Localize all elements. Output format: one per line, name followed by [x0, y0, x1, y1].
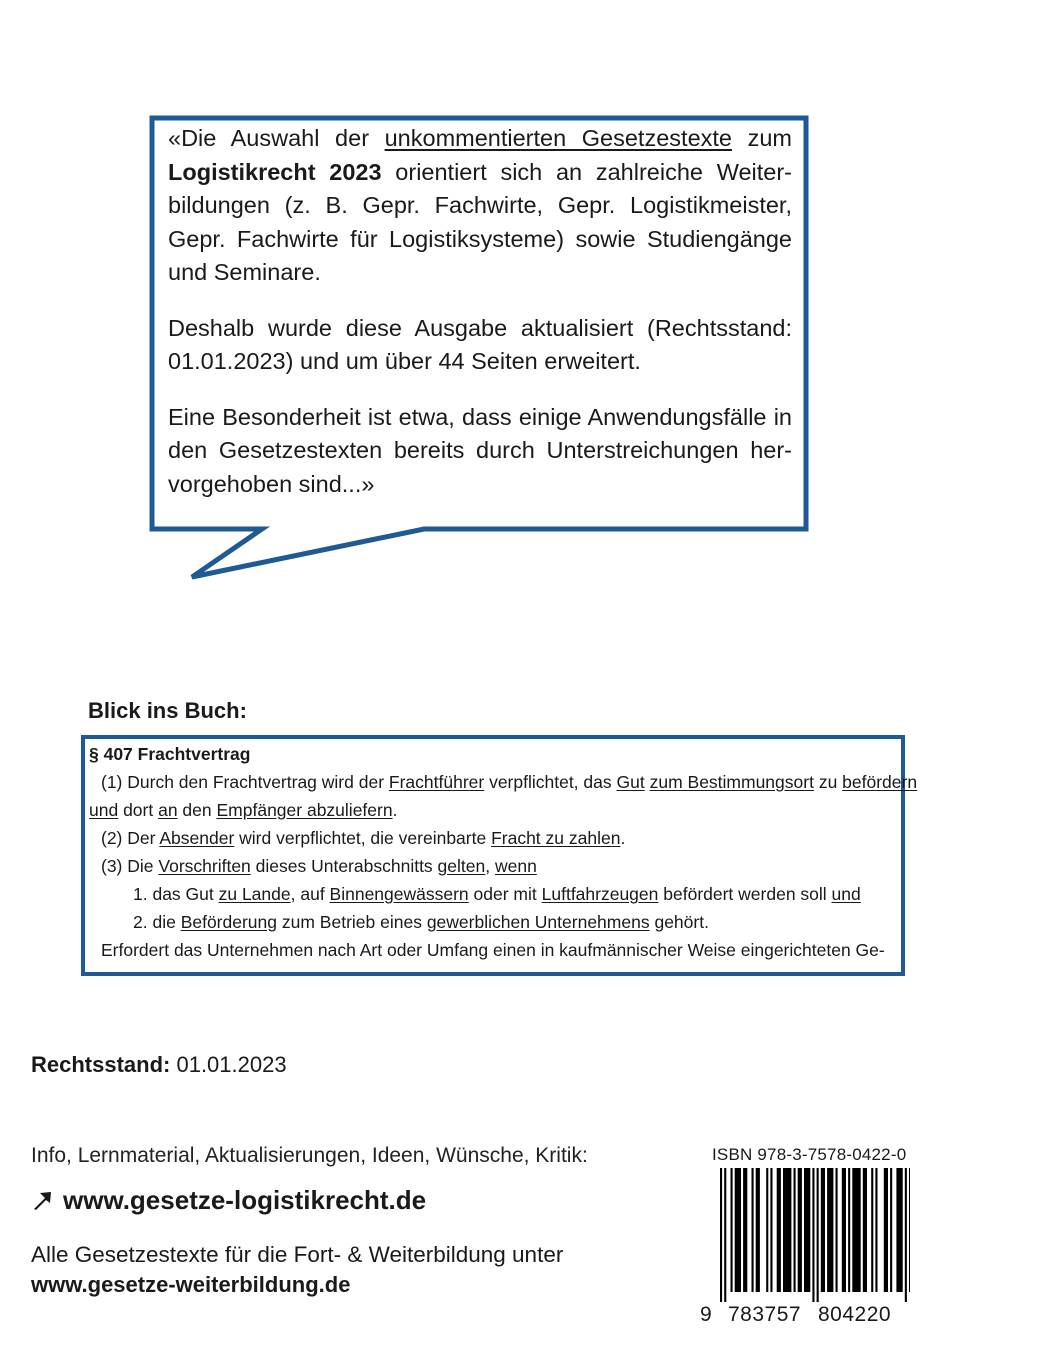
barcode-bar	[852, 1168, 860, 1292]
info-line: Info, Lernmaterial, Aktualisierungen, Ideen, Wünsche, Kritik:	[31, 1144, 588, 1167]
website-link-logistikrecht[interactable]	[31, 1185, 426, 1216]
barcode-bar	[812, 1168, 814, 1302]
barcode-bar	[756, 1168, 760, 1292]
barcode-digits-left: 783757	[728, 1303, 802, 1326]
bubble-p1-rest: orientiert sich an zahlreiche Weiterbildungen (z. B. Gepr. Fachwirte, Gepr. Logistikmeister, Gepr. Fachwirte für Logistiksysteme) sowie Studiengänge und Seminare.	[168, 158, 792, 285]
bubble-quote	[168, 122, 792, 523]
website-link-weiterbildung[interactable]: www.gesetze-weiterbildung.de	[31, 1272, 351, 1297]
alle-gesetzestexte-line: Alle Gesetzestexte für die Fort- & Weiterbildung unter	[31, 1242, 564, 1267]
barcode-icon	[700, 1168, 910, 1302]
excerpt-line-2: und dort an den Empfänger abzuliefern.	[89, 800, 398, 820]
barcode-bar	[720, 1168, 722, 1302]
barcode-bar	[731, 1168, 733, 1292]
barcode-bar	[842, 1168, 846, 1292]
barcode-bar	[794, 1168, 796, 1292]
barcode-digits-right: 804220	[818, 1303, 892, 1326]
barcode-bar	[821, 1168, 825, 1292]
bubble-p1-mid: zum	[731, 125, 792, 151]
excerpt-line-3: (2) Der Absender wird verpflichtet, die vereinbarte Fracht zu zahlen.	[101, 828, 626, 848]
barcode-bar	[798, 1168, 802, 1292]
barcode-bar	[724, 1168, 726, 1302]
blick-ins-buch-heading: Blick ins Buch:	[88, 698, 247, 723]
excerpt-line-1: (1) Durch den Frachtvertrag wird der Frachtführer verpflichtet, das Gut zum Bestimmungsort zu befördern	[101, 772, 918, 792]
barcode-bar	[735, 1168, 741, 1292]
bubble-paragraph-1	[168, 122, 792, 290]
barcode-bar	[836, 1168, 838, 1292]
bubble-p1-underlined: unkommentierten Gesetzestexte	[384, 125, 732, 151]
excerpt-line-7: Erfordert das Unternehmen nach Art oder Umfang einen in kaufmännischer Weise eingerichteten Ge-	[101, 940, 885, 960]
barcode-bar	[783, 1168, 791, 1292]
barcode-bar	[827, 1168, 833, 1292]
bubble-p1-start: «Die Auswahl der	[168, 125, 385, 151]
excerpt-title: § 407 Frachtvertrag	[89, 744, 251, 764]
barcode-bar	[848, 1168, 850, 1292]
barcode-bar	[743, 1168, 747, 1292]
bubble-p1-bold: Logistikrecht 2023	[168, 158, 382, 185]
barcode-bar	[752, 1168, 754, 1292]
rechtsstand-value: 01.01.2023	[170, 1052, 287, 1077]
barcode-bar	[804, 1168, 810, 1292]
barcode-bar	[817, 1168, 819, 1302]
rechtsstand-line	[31, 1052, 287, 1078]
book-excerpt-box	[81, 735, 918, 976]
rechtsstand-label: Rechtsstand:	[31, 1052, 171, 1077]
barcode-bar	[863, 1168, 867, 1292]
barcode-bar	[884, 1168, 888, 1292]
bubble-paragraph-3: Eine Besonderheit ist etwa, dass einige Anwendungsfälle in den Gesetzestexten bereits durch Unterstreichungen hervorgehoben sind...»	[168, 403, 792, 497]
barcode-bar	[777, 1168, 781, 1292]
bubble-paragraph-2: Deshalb wurde diese Ausgabe aktualisiert (Rechtsstand: 01.01.2023) und um über 44 Seiten erweitert.	[168, 314, 792, 374]
barcode-bar	[905, 1168, 907, 1302]
excerpt-line-5: 1. das Gut zu Lande, auf Binnengewässern oder mit Luftfahrzeugen befördert werden soll und	[133, 884, 861, 904]
barcode-bar	[875, 1168, 877, 1292]
barcode-bar	[890, 1168, 892, 1292]
arrow-up-right-icon	[31, 1190, 53, 1212]
barcode-digit-first: 9	[700, 1303, 713, 1326]
excerpt-line-6: 2. die Beförderung zum Betrieb eines gewerblichen Unternehmens gehört.	[133, 912, 709, 932]
barcode-bar	[896, 1168, 902, 1292]
barcode-bar	[766, 1168, 768, 1292]
barcode-bar	[871, 1168, 873, 1292]
excerpt-line-4: (3) Die Vorschriften dieses Unterabschnitts gelten, wenn	[101, 856, 537, 876]
barcode-bar	[770, 1168, 772, 1292]
barcode-bar	[909, 1168, 910, 1292]
isbn-text: ISBN 978-3-7578-0422-0	[712, 1145, 907, 1164]
website-url-main[interactable]: www.gesetze-logistikrecht.de	[63, 1185, 427, 1215]
